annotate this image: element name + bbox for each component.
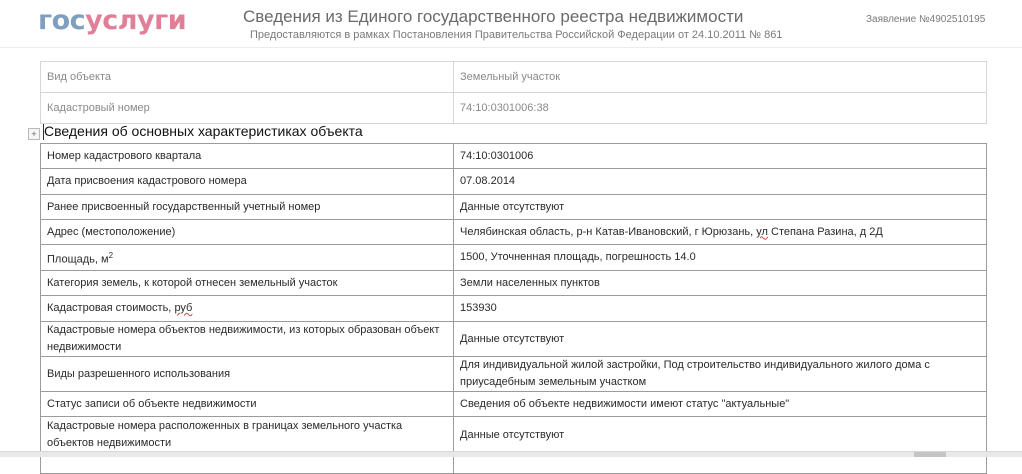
document-title: Сведения из Единого государственного реестра недвижимости: [243, 7, 744, 26]
logo-part-uslugi: услуги: [85, 5, 187, 36]
spellcheck-word: руб: [174, 302, 193, 314]
row-label: Кадастровые номера расположенных в границах земельного участка объектов недвижимости: [41, 417, 454, 454]
table-row: [41, 322, 987, 357]
scrollbar-thumb[interactable]: [914, 452, 946, 457]
document-subtitle: Предоставляются в рамках Постановления Правительства Российской Федерации от 24.10.2011 № 861: [250, 29, 783, 41]
row-value-address: [454, 220, 987, 245]
summary-label-object-type: Вид объекта: [41, 62, 454, 93]
row-label-cost: [41, 296, 454, 322]
row-value: Данные отсутствуют: [454, 195, 987, 220]
table-row: [41, 245, 987, 271]
row-label: Кадастровые номера объектов недвижимости, из которых образован объект недвижимости: [41, 322, 454, 357]
row-value: 74:10:0301006: [454, 144, 987, 169]
row-value: Земли населенных пунктов: [454, 271, 987, 296]
address-part: Челябинская область, р-н Катав-Ивановский, г Юрюзань,: [460, 225, 757, 238]
document-page: [0, 48, 1022, 451]
row-label-area: [41, 245, 454, 271]
characteristics-table: [40, 143, 987, 474]
application-number: Заявление №4902510195: [866, 14, 986, 25]
table-row: [41, 144, 987, 169]
row-value: 1500, Уточненная площадь, погрешность 14.0: [454, 245, 987, 271]
row-value: Данные отсутствуют: [454, 322, 987, 357]
horizontal-scrollbar[interactable]: [0, 451, 1022, 457]
row-value: Для индивидуальной жилой застройки, Под строительство индивидуального жилого дома с приусадебным земельным участком: [454, 357, 987, 392]
summary-label-cadastral-number: Кадастровый номер: [41, 93, 454, 124]
table-row: [41, 417, 987, 454]
table-row: [41, 392, 987, 417]
table-row: [41, 271, 987, 296]
section-heading: Сведения об основных характеристиках объекта: [44, 123, 363, 139]
cost-label: Кадастровая стоимость,: [47, 302, 175, 314]
summary-value-object-type: Земельный участок: [454, 62, 987, 93]
spellcheck-word: ул: [756, 225, 768, 238]
row-label: Категория земель, к которой отнесен земельный участок: [41, 271, 454, 296]
move-cross-icon[interactable]: +: [28, 128, 40, 140]
row-value: 07.08.2014: [454, 169, 987, 195]
address-part: Степана Разина, д 2Д: [767, 225, 883, 238]
summary-value-cadastral-number: 74:10:0301006:38: [454, 93, 987, 124]
area-label: Площадь, м: [47, 253, 109, 266]
page-header: [0, 0, 1022, 48]
row-value: Сведения об объекте недвижимости имеют статус "актуальные": [454, 392, 987, 417]
row-label: Виды разрешенного использования: [41, 357, 454, 392]
gosuslugi-logo: [38, 6, 186, 36]
summary-table: [40, 61, 987, 124]
table-row: [41, 296, 987, 322]
table-row: [41, 220, 987, 245]
logo-part-gos: гос: [38, 5, 86, 36]
table-row: [41, 93, 987, 124]
table-row: [41, 357, 987, 392]
row-label: Адрес (местоположение): [41, 220, 454, 245]
table-row: [41, 169, 987, 195]
table-row: [41, 62, 987, 93]
area-unit-superscript: 2: [108, 250, 114, 260]
row-label: Дата присвоения кадастрового номера: [41, 169, 454, 195]
row-label: Статус записи об объекте недвижимости: [41, 392, 454, 417]
row-value: Данные отсутствуют: [454, 417, 987, 454]
row-label: Ранее присвоенный государственный учетный номер: [41, 195, 454, 220]
row-value: 153930: [454, 296, 987, 322]
table-row: [41, 195, 987, 220]
row-label: Номер кадастрового квартала: [41, 144, 454, 169]
